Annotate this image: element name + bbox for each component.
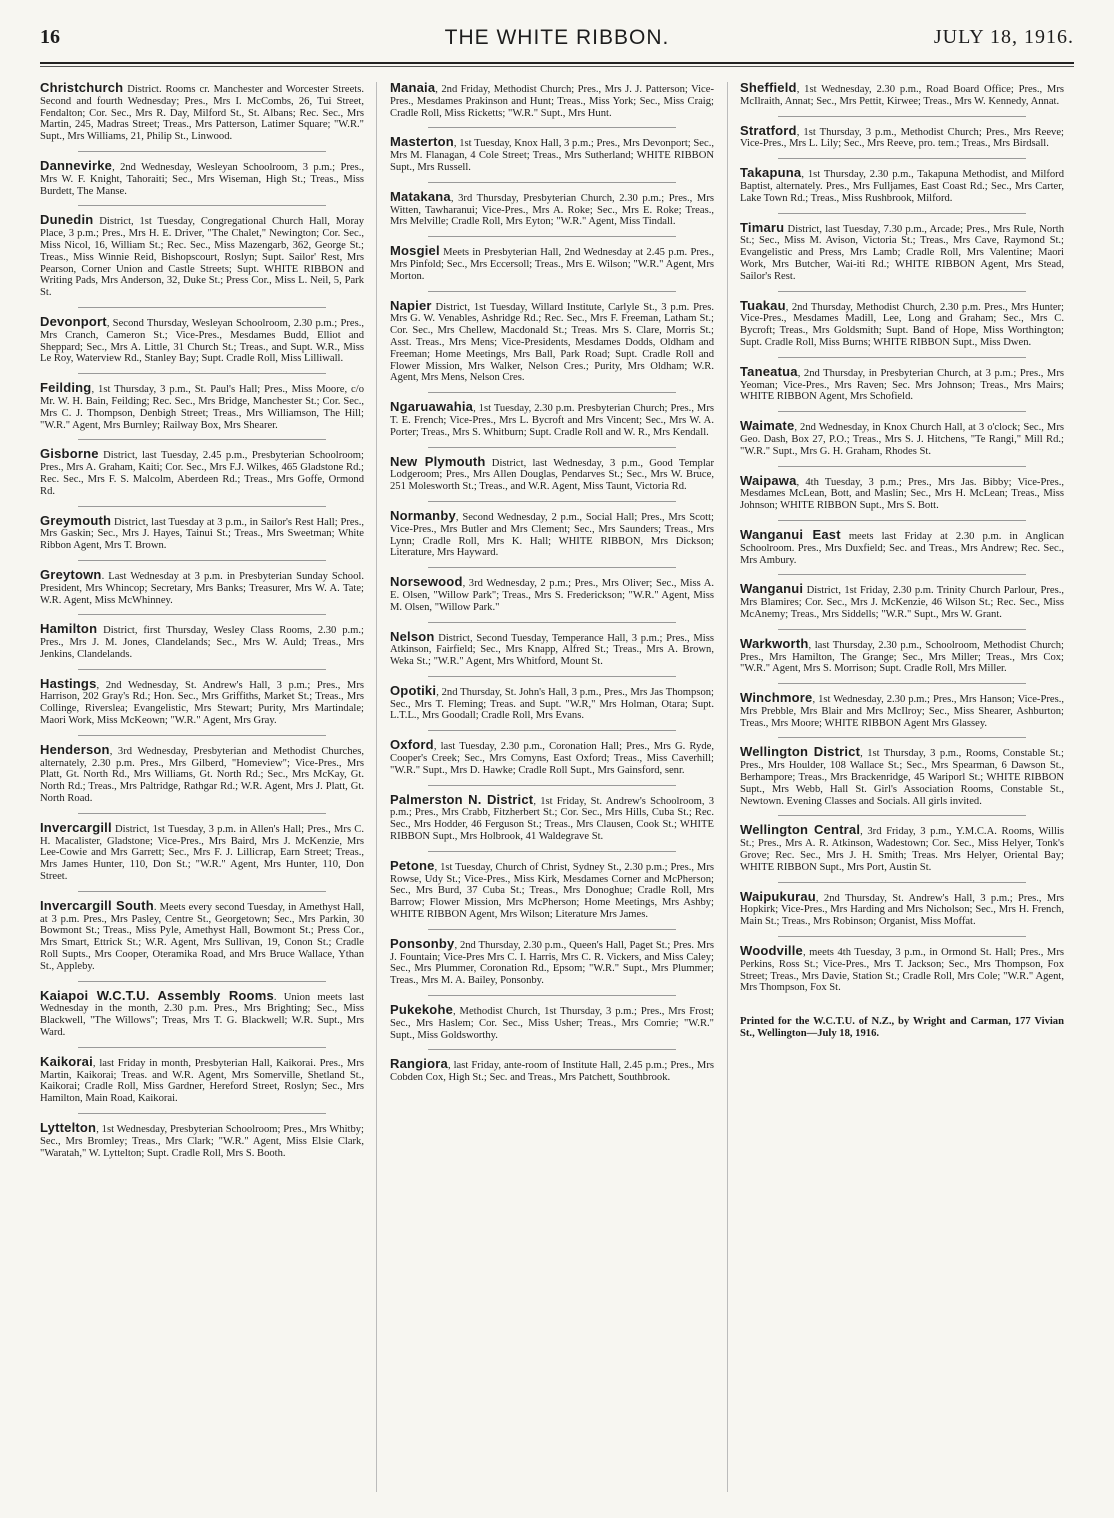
branch-entry xyxy=(390,1058,714,1084)
branch-details: District, Second Tuesday, Temperance Hall, 3 p.m.; Pres., Miss Atkinson, Fairfield; Sec., Mrs Knapp, Alfred St.; Treas., Mrs A. Brown, Weka St.; "W.R." Agent, Mrs Whitford, Mount St. xyxy=(390,632,714,668)
branch-entry xyxy=(40,313,364,365)
entry-divider xyxy=(428,182,676,183)
entry-divider xyxy=(428,1049,676,1050)
header-rule xyxy=(40,62,1074,64)
branch-entry xyxy=(740,945,1064,994)
branch-entry xyxy=(740,420,1064,457)
branch-name: Normanby xyxy=(390,507,456,523)
entry-divider xyxy=(78,735,326,736)
entry-divider xyxy=(778,213,1026,214)
entry-divider xyxy=(428,851,676,852)
branch-details: , 2nd Wednesday, Wesleyan Schoolroom, 3 p.m.; Pres., Mrs W. F. Knight, Tahoraiti; Sec., Mrs Wiseman, High St.; Treas., Miss Burdett, The Manse. xyxy=(40,161,364,197)
entry-divider xyxy=(78,891,326,892)
branch-name: Christchurch xyxy=(40,80,124,95)
branch-entry xyxy=(390,453,714,493)
entry-divider xyxy=(78,669,326,670)
branch-details: , 2nd Thursday, St. John's Hall, 3 p.m., Pres., Mrs Jas Thompson; Sec., Mrs T. Fleming; Treas. and Supt. "W.R," Mrs Holman, Otara; Supt. L.T.L., Mrs Goodall; Cradle Roll, Mrs Evans. xyxy=(390,686,714,722)
column-3 xyxy=(740,82,1064,1040)
branch-details: , 1st Thursday, 3 p.m., St. Paul's Hall; Pres., Miss Moore, c/o Mr. W. H. Bain, Feilding; Rec. Sec., Mrs Bridge, Manchester St.; Cor. Sec., Mrs C. J. Thompson, Denbigh Street; Treas., Mrs Williamson, The Hill; "W.R." Agent, Mrs Burnley; Railway Box, Mrs Shearer. xyxy=(40,384,364,431)
branch-entry xyxy=(390,136,714,173)
branch-details: Meets in Presbyterian Hall, 2nd Wednesday at 2.45 p.m. Pres., Mrs Pinfold; Sec., Mrs Eccersoll; Treas., Mrs E. Wilson; "W.R." Agent, Mrs Morton. xyxy=(390,247,714,282)
column-1 xyxy=(40,82,364,1159)
entry-divider xyxy=(778,520,1026,521)
header-rule-thin xyxy=(40,66,1074,67)
branch-details: , 2nd Thursday, Methodist Church, 2.30 p.m. Pres., Mrs Hunter; Vice-Pres., Mesdames Madill, Lee, Long and Graham; Sec., Mrs C. Bycroft; Treas., Mrs Goldsmith; Supt. Band of Hope, Miss Worthington; Supt. Cradle Roll, Miss Burns; WHITE RIBBON Supt., Miss Dwen. xyxy=(740,301,1064,348)
branch-name: Warkworth xyxy=(740,635,809,651)
branch-name: Oxford xyxy=(390,737,434,753)
branch-entry xyxy=(390,628,714,668)
branch-name: Waipawa xyxy=(740,472,797,488)
branch-entry xyxy=(40,382,364,431)
branch-entry xyxy=(40,623,364,660)
branch-details: . Union meets last Wednesday in the month, 2.30 p.m. Pres., Mrs Brighting; Sec., Miss Blackwell, "The Willows"; Treas, Mrs T. G. Blackwell; W.R. Supt., Mrs Ward. xyxy=(40,991,365,1039)
branch-entry xyxy=(740,692,1064,729)
branch-entry xyxy=(740,363,1064,403)
entry-divider xyxy=(778,882,1026,883)
branch-entry xyxy=(40,819,364,883)
branch-name: Pukekohe xyxy=(390,1002,454,1018)
branch-entry xyxy=(40,82,364,143)
entry-divider xyxy=(428,676,676,677)
branch-name: Manaia xyxy=(390,80,436,95)
branch-details: , 1st Tuesday, Church of Christ, Sydney St., 2.30 p.m.; Pres., Mrs Rowse, Udy St.; Vice-Pres., Miss Kirk, Mesdames Corner and McPherson; Sec., Mrs Burd, 37 Cuba St.; Treas., Mrs Donoghue; Cradle Roll, Mrs Barrow; Flower Mission, Mrs McPherson; Home Meetings, Mrs Ashby; WHITE RIBBON Agent, Mrs Wilson; Literature Mrs James. xyxy=(390,861,714,921)
branch-entry xyxy=(40,448,364,497)
branch-details: District, first Thursday, Wesley Class Rooms, 2.30 p.m.; Pres., Mrs J. M. Jones, Clandelands; Sec., Mrs W. Auld; Treas., Mrs Jenkins, Clandelands. xyxy=(40,625,364,660)
issue-date: JULY 18, 1916. xyxy=(933,26,1074,48)
branch-details: , 3rd Wednesday, Presbyterian and Methodist Churches, alternately, 2.30 p.m. Pres., Mrs Gilberd, "Homeview"; Vice-Pres., Mrs Platt, Gt. North Rd., Mrs Williams, Gt. North Rd.; Sec., Mrs McKay, Gt. North Rd.; Treas., Mrs Paltridge, Rathgar Rd.; W.R. Agent, Mrs J. Platt, Gt. North Road. xyxy=(40,745,364,805)
entry-divider xyxy=(78,506,326,507)
branch-name: Petone xyxy=(390,857,435,873)
branch-name: Matakana xyxy=(390,188,451,204)
branch-details: . Meets every second Tuesday, in Amethyst Hall, at 3 p.m. Pres., Mrs Pasley, Centre St., Georgetown; Sec., Mrs Parkin, 30 Bowmont St.; Treas., Miss Pyle, Amethyst Hall, Bowmont St.; Press Cor., Mrs Smart, Ettrick St.; W.R. Agent, Mrs Sullivan, 19, Conon St.; Cradle Roll Supts., Mrs Cooper, Oteramika Road, and Mrs Bruce Wallace, Ythan St., Appleby. xyxy=(40,901,365,972)
branch-name: Ponsonby xyxy=(390,935,455,951)
entry-divider xyxy=(428,392,676,393)
entry-divider xyxy=(428,785,676,786)
branch-details: , 2nd Thursday, 2.30 p.m., Queen's Hall, Paget St.; Pres. Mrs J. Fountain; Vice-Pres Mrs C. I. Harris, Mrs C. R. Vickers, and Miss Caley; Sec., Mrs Plummer, Coronation Rd., Epsom; "W.R." Supt., Mrs Plummer; Treas., Mrs M. A. Bailey, Ponsonby. xyxy=(390,939,714,987)
branch-name: Waipukurau xyxy=(740,888,816,904)
branch-details: District, 1st Friday, 2.30 p.m. Trinity Church Parlour, Pres., Mrs Blamires; Cor. Sec., Mrs J. McKenzie, 46 Wilson St.; Rec. Sec., Miss McAnemy; Treas., Mrs Siddells; "W.R." Supt., Mrs W. Grant. xyxy=(740,585,1064,620)
entry-divider xyxy=(78,560,326,561)
branch-name: Hastings xyxy=(40,675,97,691)
branch-name: Devonport xyxy=(40,313,107,329)
branch-entry xyxy=(740,167,1064,204)
branch-name: Dunedin xyxy=(40,212,94,228)
branch-entry xyxy=(740,824,1064,873)
branch-entry xyxy=(390,297,714,385)
branch-details: , 1st Friday, St. Andrew's Schoolroom, 3 p.m.; Pres., Mrs Crabb, Fitzherbert St.; Cor. Sec., Mrs Hills, Cuba St.; Rec. Sec., Mrs Hodder, 46 Ferguson St.; Treas., Mrs Clausen, Cook St.; WHITE RIBBON Supt., Mrs Holbrook, 41 Waldegrave St. xyxy=(390,795,715,843)
entry-divider xyxy=(428,291,676,292)
branch-name: Rangiora xyxy=(390,1056,448,1072)
branch-details: , last Friday in month, Presbyterian Hall, Kaikorai. Pres., Mrs Martin, Kaikorai; Treas. and W.R. Agent, Mrs Somerville, Shetland St., Kaikorai; Cradle Roll, Miss Gardner, Hereford Street, Roslyn; Sec., Mrs Hamilton, Main Road, Kaikorai. xyxy=(40,1057,364,1105)
branch-details: , 3rd Thursday, Presbyterian Church, 2.30 p.m.; Pres., Mrs Witten, Tawharanui; Vice-Pres., Mrs A. Roke; Sec., Mrs E. Roke; Treas., Mrs Melville; Cradle Roll, Mrs Eyton; "W.R." Agent, Miss Tindall. xyxy=(390,192,714,228)
branch-details: , Methodist Church, 1st Thursday, 3 p.m.; Pres., Mrs Frost; Sec., Mrs Haslem; Cor. Sec., Miss Usher; Treas., Mrs Comrie; "W.R." Supt., Miss Goldsworthy. xyxy=(390,1006,714,1041)
branch-details: District, 1st Tuesday, 3 p.m. in Allen's Hall; Pres., Mrs C. H. Macalister, Gladstone; Vice-Pres., Mrs Baird, Mrs J. McKenzie, Mrs Lee-Cowie and Mrs Garrett; Sec., Mrs F. J. Lillicrap, Earn Street; Treas., Mrs James Hunter, 110, Don St.; "W.R." Agent, Mrs Hunter, 110, Don Street. xyxy=(40,823,364,883)
branch-name: Winchmore xyxy=(740,690,813,706)
branch-details: District. Rooms cr. Manchester and Worcester Streets. Second and fourth Wednesday; Pres., Mrs I. McCombs, 26, Tui Street, Fendalton; Cor. Sec., Mrs R. Day, Milford St., St. Albans; Rec. Sec., Mrs Martin, 245, Madras Street; Treas., Mrs Patterson, Latimer Square; "W.R." Supt., Mrs Williams, 21, Philip St., Linwood. xyxy=(40,84,364,143)
entry-divider xyxy=(778,629,1026,630)
branch-entry xyxy=(740,583,1064,620)
entry-divider xyxy=(778,411,1026,412)
branch-name: Woodville xyxy=(740,943,803,959)
branch-name: Tuakau xyxy=(740,297,786,313)
branch-details: , 4th Tuesday, 3 p.m.; Pres., Mrs Jas. Bibby; Vice-Pres., Mesdames McLean, Bott, and Maslin; Sec., Mrs H. McLean; Treas., Miss Johnson; WHITE RIBBON Supt., Mrs S. Bott. xyxy=(740,476,1064,512)
branch-details: , 1st Tuesday, Knox Hall, 3 p.m.; Pres., Mrs Devonport; Sec., Mrs M. Flanagan, 4 Cole Street; Treas., Mrs Sutherland; WHITE RIBBON Supt., Mrs Russell. xyxy=(390,138,714,173)
entry-divider xyxy=(78,307,326,308)
column-divider xyxy=(727,82,728,1492)
branch-entry xyxy=(740,746,1064,807)
branch-details: , last Friday, ante-room of Institute Hall, 2.45 p.m.; Pres., Mrs Cobden Cox, High St.; Sec. and Treas., Mrs Patchett, Southbrook. xyxy=(390,1060,714,1084)
branch-name: Masterton xyxy=(390,134,454,150)
newspaper-title: THE WHITE RIBBON. xyxy=(444,26,670,49)
column-2 xyxy=(390,82,714,1084)
branch-details: , 1st Wednesday, Presbyterian Schoolroom; Pres., Mrs Whitby; Sec., Mrs Bromley; Treas., Mrs Clark; "W.R." Agent, Miss Elsie Clark, "Waratah," W. Lyttelton; Supt. Cradle Roll, Mrs S. Booth. xyxy=(40,1124,364,1159)
page-number: 16 xyxy=(40,26,60,48)
entry-divider xyxy=(78,614,326,615)
branch-name: Waimate xyxy=(740,418,795,434)
entry-divider xyxy=(778,936,1026,937)
branch-name: Henderson xyxy=(40,741,110,757)
branch-entry xyxy=(390,739,714,776)
branch-entry xyxy=(40,897,365,973)
entry-divider xyxy=(78,205,326,206)
branch-entry xyxy=(40,741,364,805)
entry-divider xyxy=(778,815,1026,816)
branch-entry xyxy=(40,675,364,727)
branch-entry xyxy=(390,507,714,559)
entry-divider xyxy=(78,1113,326,1114)
branch-name: Invercargill xyxy=(40,819,112,835)
branch-name: Wanganui East xyxy=(740,526,841,542)
branch-details: , last Thursday, 2.30 p.m., Schoolroom, Methodist Church; Pres., Mrs Hamilton, The Grange; Sec., Mrs Miller; Treas., Mrs Cox; "W.R." Agent, Mrs S. Morrison; Supt. Cradle Roll, Mrs Miller. xyxy=(740,639,1064,675)
branch-details: District, last Tuesday, 7.30 p.m., Arcade; Pres., Mrs Rule, North St.; Sec., Miss M. Avison, Victoria St.; Treas., Mrs Cave, Raymond St.; Evangelistic and Press, Mrs Lamb; Cradle Roll, Mrs Valentine; Maori Work, Mrs Butcher, Wai-iti Rd.; WHITE RIBBON Agent, Mrs Stead, Sailor's Rest. xyxy=(740,223,1064,282)
branch-details: , 1st Wednesday, 2.30 p.m.; Pres., Mrs Hanson; Vice-Pres., Mrs Prebble, Mrs Blair and Mrs McIlroy; Sec., Miss Shearer, Ashburton; Treas., Mrs Moore; WHITE RIBBON Agent Mrs Glassey. xyxy=(740,694,1064,729)
entry-divider xyxy=(428,995,676,996)
branch-name: Palmerston N. District xyxy=(390,791,534,807)
entry-divider xyxy=(428,501,676,502)
branch-details: , meets 4th Tuesday, 3 p.m., in Ormond St. Hall; Pres., Mrs Perkins, Ross St.; Vice-Pres., Mrs T. Jackson; Sec., Mrs Thompson, Fox Street; Treas., Mrs Davie, Station St.; Cradle Roll, Mrs Cole; "W.R." Agent, Mrs Thompson, Fox St. xyxy=(740,947,1064,994)
branch-name: Dannevirke xyxy=(40,157,113,173)
branch-name: Norsewood xyxy=(390,574,463,590)
branch-entry xyxy=(390,935,714,987)
branch-name: Mosgiel xyxy=(390,243,440,259)
branch-name: Opotiki xyxy=(390,682,437,698)
branch-details: , 1st Wednesday, 2.30 p.m., Road Board Office; Pres., Mrs McIlraith, Annat; Sec., Mrs Pettit, Kirwee; Treas., Mrs W. Kennedy, Annat. xyxy=(740,84,1064,107)
entry-divider xyxy=(778,116,1026,117)
branch-name: Invercargill South xyxy=(40,897,154,913)
branch-entry xyxy=(390,791,715,843)
branch-entry xyxy=(390,682,714,722)
branch-details: , last Tuesday, 2.30 p.m., Coronation Hall; Pres., Mrs G. Ryde, Cooper's Creek; Sec., Mrs Comyns, East Oxford; Treas., Miss Caverhill; "W.R." Supt., Mrs D. Hawke; Cradle Roll Supt., Mrs Gainsford, senr. xyxy=(390,741,714,776)
branch-name: Wanganui xyxy=(740,581,804,597)
branch-name: Wellington District xyxy=(740,744,861,760)
branch-entry xyxy=(390,857,714,921)
branch-details: , 3rd Friday, 3 p.m., Y.M.C.A. Rooms, Willis St.; Pres., Mrs A. R. Atkinson, Wadestown; Cor. Sec., Miss Helyer, Tonk's Grove; Rec. Sec., Mrs J. H. Smith; Treas. Mrs Helyer, Oriental Bay; WHITE RIBBON Supt., Mrs Port, Austin St. xyxy=(740,826,1064,873)
branch-entry xyxy=(740,297,1064,349)
entry-divider xyxy=(428,567,676,568)
entry-divider xyxy=(78,373,326,374)
entry-divider xyxy=(78,439,326,440)
entry-divider xyxy=(428,929,676,930)
branch-entry xyxy=(740,82,1064,108)
entry-divider xyxy=(778,683,1026,684)
entry-divider xyxy=(778,291,1026,292)
printer-imprint: Printed for the W.C.T.U. of N.Z., by Wright and Carman, 177 Vivian St., Wellington—July 18, 1916. xyxy=(740,1016,1064,1040)
branch-entry xyxy=(40,157,364,197)
entry-divider xyxy=(428,236,676,237)
branch-details: , Second Wednesday, 2 p.m., Social Hall; Pres., Mrs Scott; Vice-Pres., Mrs Butler and Mrs Clement; Sec., Mrs Saunders; Treas., Mrs Lynn; Cradle Roll, Mrs K. Hall; WHITE RIBBON, Mrs Dickson; Literature, Mrs Hayward. xyxy=(390,511,714,559)
branch-details: , 2nd Wednesday, in Knox Church Hall, at 3 o'clock; Sec., Mrs Geo. Dash, Box 27, P.O.; Treas., Mrs S. J. Hitchens, "Te Rangi," Mill Rd.; "W.R." Supt., Mrs G. H. Graham, Rhodes St. xyxy=(740,422,1064,457)
entry-divider xyxy=(428,730,676,731)
branch-name: Timaru xyxy=(740,219,785,235)
entry-divider xyxy=(428,622,676,623)
entry-divider xyxy=(428,447,676,448)
branch-entry xyxy=(740,122,1064,151)
branch-entry xyxy=(390,188,714,228)
branch-entry xyxy=(740,219,1064,283)
branch-entry xyxy=(390,1004,714,1041)
branch-entry xyxy=(390,245,714,282)
branch-details: , Second Thursday, Wesleyan Schoolroom, 2.30 p.m.; Pres., Mrs Cranch, Cameron St.; Vice-Pres., Mesdames Budd, Elliot and Sheppard; Sec., Mrs A. Little, 31 Church St.; Treas., and Supt. W.R., Miss Le Roy, Waterview Rd., Stanley Bay; Supt. Cradle Roll, Miss Lilliwall. xyxy=(40,317,364,365)
branch-name: Sheffield xyxy=(740,80,797,95)
branch-entry xyxy=(740,526,1064,566)
branch-details: District, last Wednesday, 3 p.m., Good Templar Lodgeroom; Pres., Mrs Allen Douglas, Pendarves St.; Sec., Mrs W. Bruce, 251 Molesworth St.; Treas., and W.R. Agent, Miss Taunt, Victoria Rd. xyxy=(390,457,714,493)
branch-name: Greymouth xyxy=(40,512,112,528)
branch-entry xyxy=(740,472,1064,512)
branch-entry xyxy=(40,214,364,299)
branch-details: District, last Tuesday, 2.45 p.m., Presbyterian Schoolroom; Pres., Mrs A. Graham, Kaiti; Cor. Sec., Mrs F.J. Wilkes, 465 Gladstone Rd.; Rec. Sec., Mrs F. S. Malcolm, Aberdeen Rd.; Treas., Mrs Goffe, Ormond Rd. xyxy=(40,450,364,497)
branch-details: . Last Wednesday at 3 p.m. in Presbyterian Sunday School. President, Mrs Whincop; Secretary, Mrs Banks; Treasurer, Mrs W. A. Tate; W.R. Agent, Miss McWhinney. xyxy=(40,570,364,606)
branch-name: Gisborne xyxy=(40,446,99,462)
entry-divider xyxy=(78,981,326,982)
entry-divider xyxy=(778,466,1026,467)
branch-details: meets last Friday at 2.30 p.m. in Anglican Schoolroom. Pres., Mrs Duxfield; Sec. and Treas., Mrs Andrew; Rec. Sec., Mrs Ambury. xyxy=(740,530,1064,566)
branch-name: Ngaruawahia xyxy=(390,399,474,415)
branch-details: District, last Tuesday at 3 p.m., in Sailor's Rest Hall; Pres., Mrs Gaskin; Sec., Mrs J. Hayes, Tainui St.; Treas., Mrs Sweetman; White Ribbon Agent, Mrs T. Brown. xyxy=(40,516,364,552)
branch-details: , 2nd Thursday, in Presbyterian Church, at 3 p.m.; Pres., Mrs Yeoman; Vice-Pres., Mrs Raven; Sec. Mrs Johnson; Treas., Mrs Mairs; WHITE RIBBON Agent, Mrs Schofield. xyxy=(740,367,1064,403)
branch-name: Greytown xyxy=(40,566,102,582)
page-header xyxy=(40,20,1074,60)
branch-entry xyxy=(740,888,1064,928)
branch-entry xyxy=(40,1122,364,1159)
entry-divider xyxy=(78,813,326,814)
entry-divider xyxy=(778,357,1026,358)
branch-details: , 1st Thursday, 3 p.m., Rooms, Constable St.; Pres., Mrs Houlder, 108 Wallace St.; Sec., Mrs Spearman, 6 Dawson St., Berhampore; Treas., Mrs Brackenridge, 45 Wariporl St.; WHITE RIBBON Supt., Mrs Webb, Hall St. Girl's Association Rooms, Constable St., Newtown. Evening Classes and Socials. All girls invited. xyxy=(740,748,1064,807)
entry-divider xyxy=(428,127,676,128)
branch-details: , 1st Tuesday, 2.30 p.m. Presbyterian Church; Pres., Mrs T. E. French; Vice-Pres., Mrs L. Bycroft and Mrs Vincent; Sec., Mrs W. A. Porter; Treas., Mrs S. Whitburn; Supt. Cradle Roll and W. R., Mrs Kendall. xyxy=(390,403,714,438)
branch-details: , 1st Thursday, 3 p.m., Methodist Church; Pres., Mrs Reeve; Vice-Pres., Mrs L. Lily; Sec., Mrs Reeve, pro. tem.; Treas., Mrs Birdsall. xyxy=(740,126,1064,150)
branch-entry xyxy=(40,512,364,552)
branch-name: Napier xyxy=(390,297,432,313)
column-divider xyxy=(376,82,377,1492)
branch-name: Kaiapoi W.C.T.U. Assembly Rooms xyxy=(40,987,274,1003)
branch-name: Stratford xyxy=(740,122,797,138)
branch-entry xyxy=(40,1053,364,1105)
branch-name: Wellington Central xyxy=(740,822,861,838)
branch-details: District, 1st Tuesday, Congregational Church Hall, Moray Place, 3 p.m.; Pres., Mrs H. E. Driver, "The Chalet," Newington; Cor. Sec., Miss Nicol, 16, William St.; Rec. Sec., Miss Mazengarb, 362, George St.; Treas., Miss Winnie Reid, Bishopscourt, Roslyn; Supt. Sailor' Rest, Mrs Pearson, Corner Union and Castle Streets; Supt. WHITE RIBBON and Writing Pads, Mrs Anderson, 32, Duke St.; Press Cor., Miss L. Neil, 5, Park St. xyxy=(40,216,364,299)
branch-name: New Plymouth xyxy=(390,453,486,469)
branch-details: , 2nd Wednesday, St. Andrew's Hall, 3 p.m.; Pres., Mrs Harrison, 202 Gray's Rd.; Hon. Sec., Mrs Griffiths, Market St.; Treas., Mrs Collinge, Riverslea; Evangelistic, Mrs Stewart; Purity, Mrs Martindale; Maori Work, Miss McKeown; "W.R." Agent, Mrs Gray. xyxy=(40,679,364,727)
branch-entry xyxy=(390,401,714,438)
entry-divider xyxy=(778,737,1026,738)
branch-details: , 2nd Thursday, St. Andrew's Hall, 3 p.m.; Pres., Mrs Hopkirk; Vice-Pres., Mrs Harding and Mrs Nicholson; Sec., Mrs H. French, Main St.; Treas., Mrs Robinson; Organist, Miss Moffat. xyxy=(740,892,1064,928)
entry-divider xyxy=(78,151,326,152)
branch-details: , 2nd Friday, Methodist Church; Pres., Mrs J. J. Patterson; Vice-Pres., Mesdames Prakinson and Hunt; Treas., Miss York; Sec., Miss Craig; Cradle Roll, Miss Ricketts; "W.R." Supt., Mrs Hunt. xyxy=(390,84,714,119)
branch-entry xyxy=(390,576,714,613)
branch-name: Feilding xyxy=(40,380,92,396)
branch-entry xyxy=(40,566,364,606)
branch-entry xyxy=(390,82,714,119)
branch-name: Lyttelton xyxy=(40,1120,97,1135)
branch-details: , 1st Thursday, 2.30 p.m., Takapuna Methodist, and Milford Baptist, alternately. Pres., Mrs Fulljames, East Coast Rd.; Sec., Mrs Carter, Lake Town Rd.; Treas., Miss Rushbrook, Milford. xyxy=(740,169,1064,204)
entry-divider xyxy=(78,1047,326,1048)
branch-name: Takapuna xyxy=(740,165,802,181)
branch-name: Nelson xyxy=(390,628,435,644)
branch-entry xyxy=(40,987,365,1039)
branch-name: Kaikorai xyxy=(40,1053,93,1069)
branch-details: District, 1st Tuesday, Willard Institute, Carlyle St., 3 p.m. Pres. Mrs G. W. Venables, Ashridge Rd.; Rec. Sec., Mrs F. Freeman, Latham St.; Cor. Sec., Mrs Chellew, Macdonald St.; Treas. Mrs S. Clare, Morris St.; Asst. Treas., Mrs Mens; Vice-Presidents, Mesdames Dodds, Oldham and Freeman; Home Meetings, Mrs Ball, Park Road; Supt. Cradle Roll and Flower Mission, Mrs Walker, Nelson Cres.; Purity, Mrs Oldham; W.R. Agent, Mrs Mens, Nelson Cres. xyxy=(390,301,714,384)
branch-entry xyxy=(740,635,1064,675)
branch-name: Taneatua xyxy=(740,363,798,379)
branch-name: Hamilton xyxy=(40,621,98,637)
entry-divider xyxy=(778,574,1026,575)
entry-divider xyxy=(778,158,1026,159)
branch-details: , 3rd Wednesday, 2 p.m.; Pres., Mrs Oliver; Sec., Miss A. E. Olsen, "Willow Park"; Treas., Mrs S. Frederickson; "W.R." Agent, Miss M. Olsen, "Willow Park." xyxy=(390,578,714,613)
